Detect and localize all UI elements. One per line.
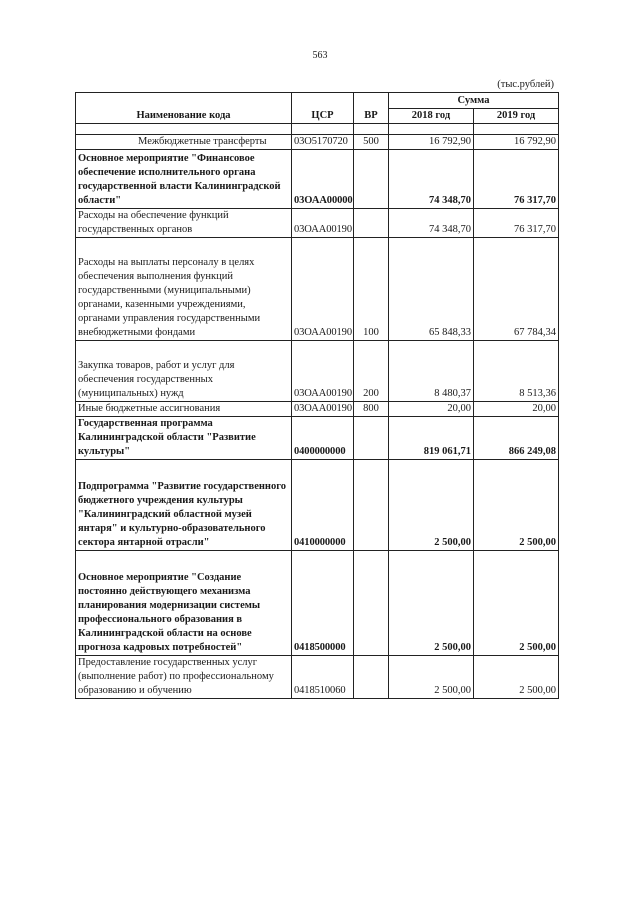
table-row	[76, 238, 559, 341]
row-2019: 20,00	[474, 402, 559, 417]
row-2019: 16 792,90	[474, 135, 559, 150]
header-2019: 2019 год	[474, 108, 559, 124]
row-2019: 2 500,00	[474, 656, 559, 699]
table-row	[76, 656, 559, 699]
table-row	[76, 135, 559, 150]
spacer-row	[76, 124, 559, 135]
row-2018: 74 348,70	[389, 209, 474, 238]
row-2019: 8 513,36	[474, 341, 559, 402]
row-2018: 16 792,90	[389, 135, 474, 150]
row-vr	[354, 460, 389, 551]
header-csr: ЦСР	[292, 93, 354, 124]
row-2019: 67 784,34	[474, 238, 559, 341]
row-csr: 03ОАА00000	[292, 150, 354, 209]
row-name: Основное мероприятие "Финансовое обеспечение исполнительного органа государственной власти Калининградской области"	[76, 150, 292, 209]
page-number: 563	[312, 50, 328, 61]
row-name: Иные бюджетные ассигнования	[76, 402, 292, 417]
row-2018: 2 500,00	[389, 551, 474, 656]
table-row	[76, 417, 559, 460]
row-csr: 03ОАА00190	[292, 341, 354, 402]
row-name: Предоставление государственных услуг (выполнение работ) по профессиональному образованию и обучению	[76, 656, 292, 699]
header-name: Наименование кода	[76, 93, 292, 124]
table-row	[76, 460, 559, 551]
row-name: Расходы на обеспечение функций государственных органов	[76, 209, 292, 238]
row-vr: 200	[354, 341, 389, 402]
row-name: Подпрограмма "Развитие государственного бюджетного учреждения культуры "Калининградский областной музей янтаря" и культурно-образовательного сектора янтарной отрасли"	[76, 460, 292, 551]
row-2019: 76 317,70	[474, 150, 559, 209]
row-csr: 0410000000	[292, 460, 354, 551]
header-row-top	[76, 93, 559, 109]
row-vr	[354, 150, 389, 209]
table-row	[76, 402, 559, 417]
spacer-cell	[474, 124, 559, 135]
row-2018: 20,00	[389, 402, 474, 417]
header-vr: ВР	[354, 93, 389, 124]
header-2018: 2018 год	[389, 108, 474, 124]
row-csr: 03ОАА00190	[292, 238, 354, 341]
row-name: Межбюджетные трансферты	[76, 135, 292, 150]
row-2018: 2 500,00	[389, 656, 474, 699]
row-csr: 0418500000	[292, 551, 354, 656]
table-row	[76, 341, 559, 402]
units-label: (тыс.рублей)	[497, 79, 554, 90]
spacer-cell	[389, 124, 474, 135]
table-row	[76, 551, 559, 656]
row-2018: 65 848,33	[389, 238, 474, 341]
row-2019: 866 249,08	[474, 417, 559, 460]
row-2018: 2 500,00	[389, 460, 474, 551]
row-2019: 2 500,00	[474, 551, 559, 656]
row-csr: 03ОАА00190	[292, 402, 354, 417]
row-2019: 76 317,70	[474, 209, 559, 238]
row-csr: 0400000000	[292, 417, 354, 460]
row-2018: 74 348,70	[389, 150, 474, 209]
table-row	[76, 150, 559, 209]
row-name: Расходы на выплаты персоналу в целях обеспечения выполнения функций государственными (муниципальными) органами, казенными учреждениями, органами управления государственными внебюджетными фондами	[76, 238, 292, 341]
spacer-cell	[354, 124, 389, 135]
row-vr: 100	[354, 238, 389, 341]
row-csr: 03ОАА00190	[292, 209, 354, 238]
spacer-cell	[292, 124, 354, 135]
row-vr	[354, 656, 389, 699]
row-name: Государственная программа Калининградской области "Развитие культуры"	[76, 417, 292, 460]
row-vr	[354, 551, 389, 656]
row-2019: 2 500,00	[474, 460, 559, 551]
row-csr: 03О5170720	[292, 135, 354, 150]
spacer-cell	[76, 124, 292, 135]
row-name: Закупка товаров, работ и услуг для обеспечения государственных (муниципальных) нужд	[76, 341, 292, 402]
row-vr	[354, 417, 389, 460]
row-csr: 0418510060	[292, 656, 354, 699]
row-2018: 819 061,71	[389, 417, 474, 460]
budget-table	[75, 92, 559, 699]
row-vr: 500	[354, 135, 389, 150]
row-2018: 8 480,37	[389, 341, 474, 402]
row-name: Основное мероприятие "Создание постоянно действующего механизма планирования модернизации системы профессионального образования в Калининградской области на основе прогноза кадровых потребностей"	[76, 551, 292, 656]
row-vr: 800	[354, 402, 389, 417]
table-row	[76, 209, 559, 238]
row-vr	[354, 209, 389, 238]
header-sum: Сумма	[389, 93, 559, 109]
